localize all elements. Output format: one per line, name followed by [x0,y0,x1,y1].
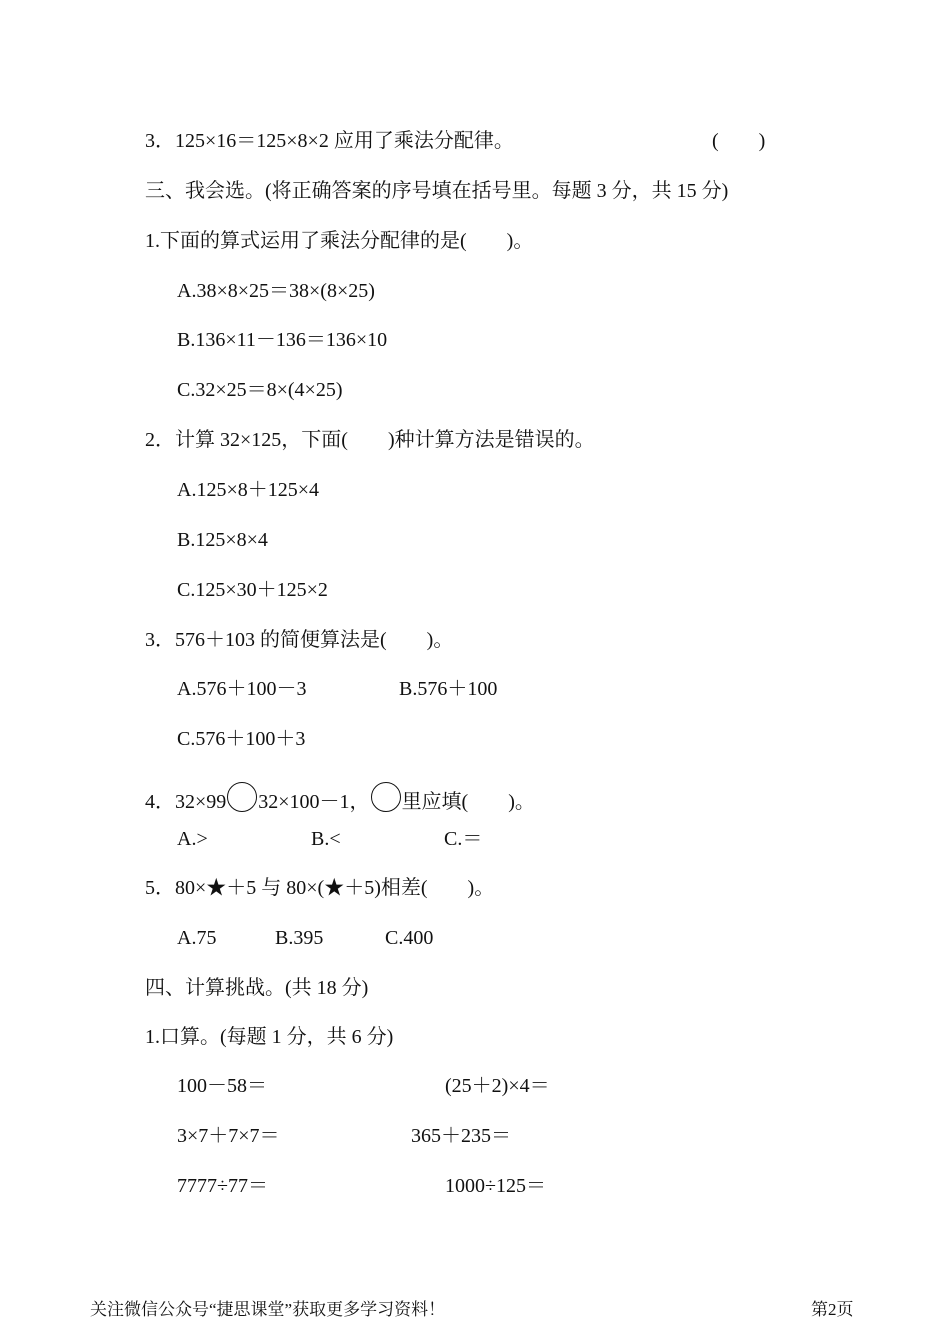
q5-option-c: C.400 [385,927,434,949]
q5-option-a: A.75 [177,927,217,949]
q1-stem: 1.下面的算式运用了乘法分配律的是( )。 [145,230,534,252]
mental-math-item: 3×7＋7×7＝ [177,1125,280,1147]
q3-option-a: A.576＋100－3 [177,678,307,700]
page-number: 第2页 [811,1300,854,1319]
q3-option-c: C.576＋100＋3 [177,728,306,750]
question-part2-3: 3．125×16＝125×8×2 应用了乘法分配律。 [145,130,514,152]
mental-math-item: 100－58＝ [177,1075,267,1097]
mental-math-item: 365＋235＝ [411,1125,511,1147]
q2-option-c: C.125×30＋125×2 [177,579,328,601]
q3-option-b: B.576＋100 [399,678,498,700]
comparison-circle [227,782,257,812]
q1-option-c: C.32×25＝8×(4×25) [177,379,343,401]
q2-option-a: A.125×8＋125×4 [177,479,320,501]
q4-stem [145,782,535,814]
footer-promo-text: 关注微信公众号“捷思课堂”获取更多学习资料！ [90,1300,446,1319]
q3-stem: 3．576＋103 的简便算法是( )。 [145,629,454,651]
section4-heading: 四、计算挑战。(共 18 分) [145,977,369,999]
q1-option-a: A.38×8×25＝38×(8×25) [177,280,375,302]
q4-right-expression: 32×100－1， [258,791,370,813]
section4-sub1: 1.口算。(每题 1 分，共 6 分) [145,1026,394,1048]
mental-math-item: 7777÷77＝ [177,1175,268,1197]
q4-option-c: C.＝ [444,828,483,850]
answer-bracket: ( ) [712,130,766,152]
q4-number: 4． [145,791,175,813]
q1-option-b: B.136×11－136＝136×10 [177,329,388,351]
mental-math-item: (25＋2)×4＝ [445,1075,550,1097]
comparison-circle-reference [371,782,401,812]
q4-option-b: B.< [311,828,341,850]
q4-stem-end: 里应填( )。 [401,791,535,813]
q5-stem: 5．80×★＋5 与 80×(★＋5)相差( )。 [145,877,495,899]
q2-option-b: B.125×8×4 [177,529,268,551]
q5-option-b: B.395 [275,927,324,949]
q4-option-a: A.> [177,828,208,850]
q2-stem: 2．计算 32×125，下面( )种计算方法是错误的。 [145,429,595,451]
mental-math-item: 1000÷125＝ [445,1175,546,1197]
q4-left-expression: 32×99 [175,791,227,813]
section3-heading: 三、我会选。(将正确答案的序号填在括号里。每题 3 分，共 15 分) [145,180,729,202]
